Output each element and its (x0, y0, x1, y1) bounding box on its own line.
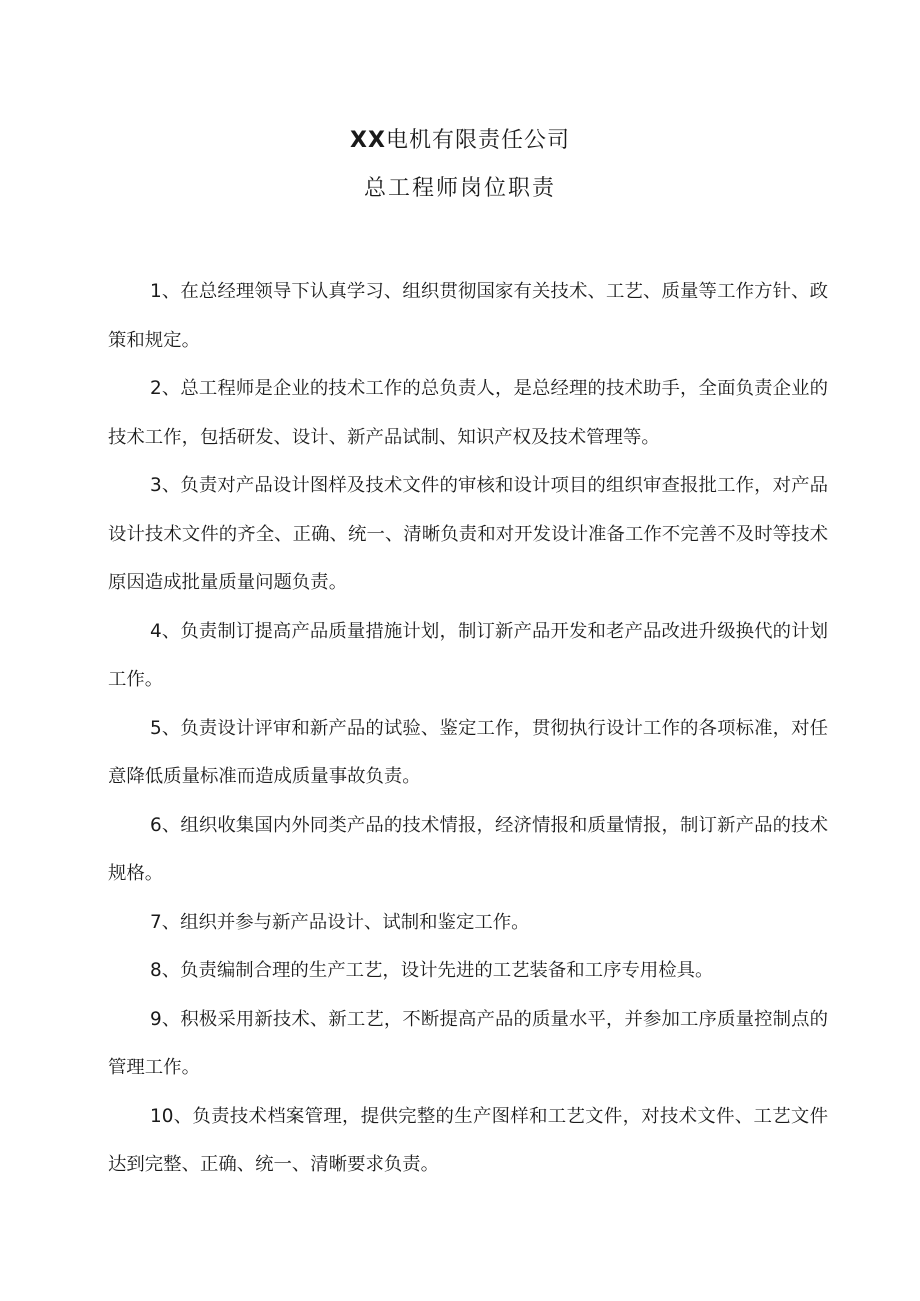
duty-clause-5: 5、负责设计评审和新产品的试验、鉴定工作，贯彻执行设计工作的各项标准，对任意降低质量标准而造成质量事故负责。 (108, 717, 828, 787)
company-name-prefix: XX (350, 128, 386, 153)
duty-clause-3: 3、负责对产品设计图样及技术文件的审核和设计项目的组织审查报批工作，对产品设计技术文件的齐全、正确、统一、清晰负责和对开发设计准备工作不完善不及时等技术原因造成批量质量问题负责。 (108, 475, 828, 593)
duty-clause-8: 8、负责编制合理的生产工艺，设计先进的工艺装备和工序专用检具。 (150, 960, 714, 981)
duty-clause-7: 7、组织并参与新产品设计、试制和鉴定工作。 (150, 911, 530, 933)
document-title: 总工程师岗位职责 (363, 176, 556, 201)
duty-clause-1: 1、在总经理领导下认真学习、组织贯彻国家有关技术、工艺、质量等工作方针、政策和规定。 (108, 281, 828, 351)
duty-clause-2: 2、总工程师是企业的技术工作的总负责人，是总经理的技术助手，全面负责企业的技术工作，包括研发、设计、新产品试制、知识产权及技术管理等。 (108, 378, 828, 448)
duty-clause-6: 6、组织收集国内外同类产品的技术情报，经济情报和质量情报，制订新产品的技术规格。 (108, 814, 828, 884)
company-name (0, 124, 920, 158)
duties-list (108, 268, 828, 1190)
company-name-suffix: 电机有限责任公司 (385, 128, 570, 153)
duty-clause-4: 4、负责制订提高产品质量措施计划，制订新产品开发和老产品改进升级换代的计划工作。 (108, 620, 828, 690)
duty-clause-10: 10、负责技术档案管理，提供完整的生产图样和工艺文件，对技术文件、工艺文件达到完整、正确、统一、清晰要求负责。 (108, 1105, 828, 1175)
duty-clause-9: 9、积极采用新技术、新工艺，不断提高产品的质量水平，并参加工序质量控制点的管理工作。 (108, 1008, 828, 1078)
